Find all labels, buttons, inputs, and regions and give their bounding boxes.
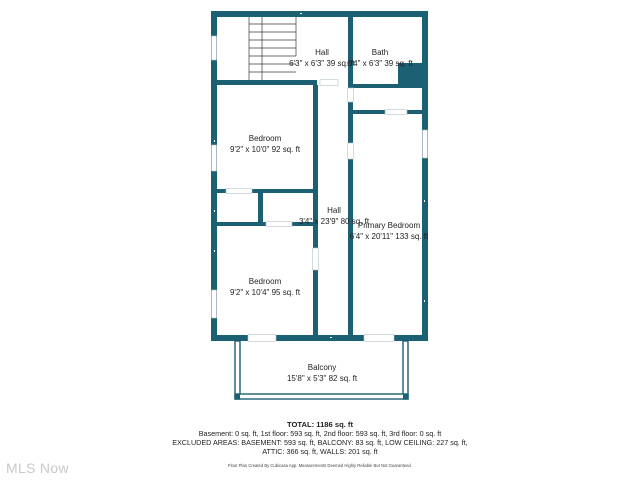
disclaimer: Floor Plan Created By Cubicasa App. Measurements Deemed Highly Reliable But Not Guaranteed. [228,463,412,468]
room-label-bath: Bath [371,48,389,57]
door-primary-balcony [364,335,394,342]
window-bedroom-2 [212,290,217,318]
wall-left-hall [313,85,318,335]
room-label-bedroom-1: Bedroom [248,134,282,143]
balcony-rail-bottom [235,394,408,399]
window-top-left [212,36,217,60]
room-label-hall-center: Hall [327,206,341,215]
wall-bath-bottom [348,84,422,88]
balcony-post-right [403,394,408,399]
wall-hall-bath [348,17,353,87]
watermark-logo: MLS Now [6,460,69,476]
balcony-rail-right [403,341,408,399]
excluded-areas-cont: ATTIC: 366 sq. ft, WALLS: 201 sq. ft [262,447,378,456]
door-bedroom-2 [313,248,319,270]
door-closet [226,189,252,194]
door-bath [348,88,354,102]
total-area: TOTAL: 1186 sq. ft [287,420,353,429]
room-label-hall-top: Hall [315,48,329,57]
area-summary [0,420,640,456]
door-primary-top [385,110,407,115]
door-primary [348,143,354,159]
window-primary [423,130,428,158]
balcony-post-left [235,394,240,399]
wall-right-hall [348,84,353,335]
door-bedroom-2-balcony [248,335,276,342]
room-dims-bath: 6'4" x 6'3" 39 sq. ft [347,59,413,68]
room-dims-hall-top: 6'3" x 6'3" 39 sq. ft [289,59,355,68]
window-bedroom-1 [212,145,217,171]
wall-closet-divider [258,189,263,226]
room-label-balcony: Balcony [307,363,337,372]
room-dims-bedroom-2: 9'2" x 10'4" 95 sq. ft [229,288,301,297]
floor-breakdown: Basement: 0 sq. ft, 1st floor: 593 sq. ft, 2nd floor: 593 sq. ft, 3rd floor: 0 sq. ft [198,429,442,438]
room-dims-balcony: 15'8" x 5'3" 82 sq. ft [286,374,358,383]
room-dims-bedroom-1: 9'2" x 10'0" 92 sq. ft [229,145,301,154]
balcony-rail-left [235,341,240,399]
room-dims-hall-center: 3'4" x 23'9" 80 sq. ft [298,217,370,226]
excluded-areas: EXCLUDED AREAS: BASEMENT: 593 sq. ft, BALCONY: 83 sq. ft, LOW CEILING: 227 sq. ft, [172,438,468,447]
stairs [249,17,296,80]
room-dims-primary-bedroom: 6'4" x 20'11" 133 sq. ft [349,232,429,241]
wall-stair-bottom [217,80,317,85]
outer-wall-right [422,11,428,341]
door-closet-2 [266,222,292,227]
outer-wall-bottom [211,335,428,341]
door-hall-top [320,80,338,86]
outer-wall-top [211,11,428,17]
room-label-primary-bedroom: Primary Bedroom [357,221,421,230]
room-label-bedroom-2: Bedroom [248,277,282,286]
